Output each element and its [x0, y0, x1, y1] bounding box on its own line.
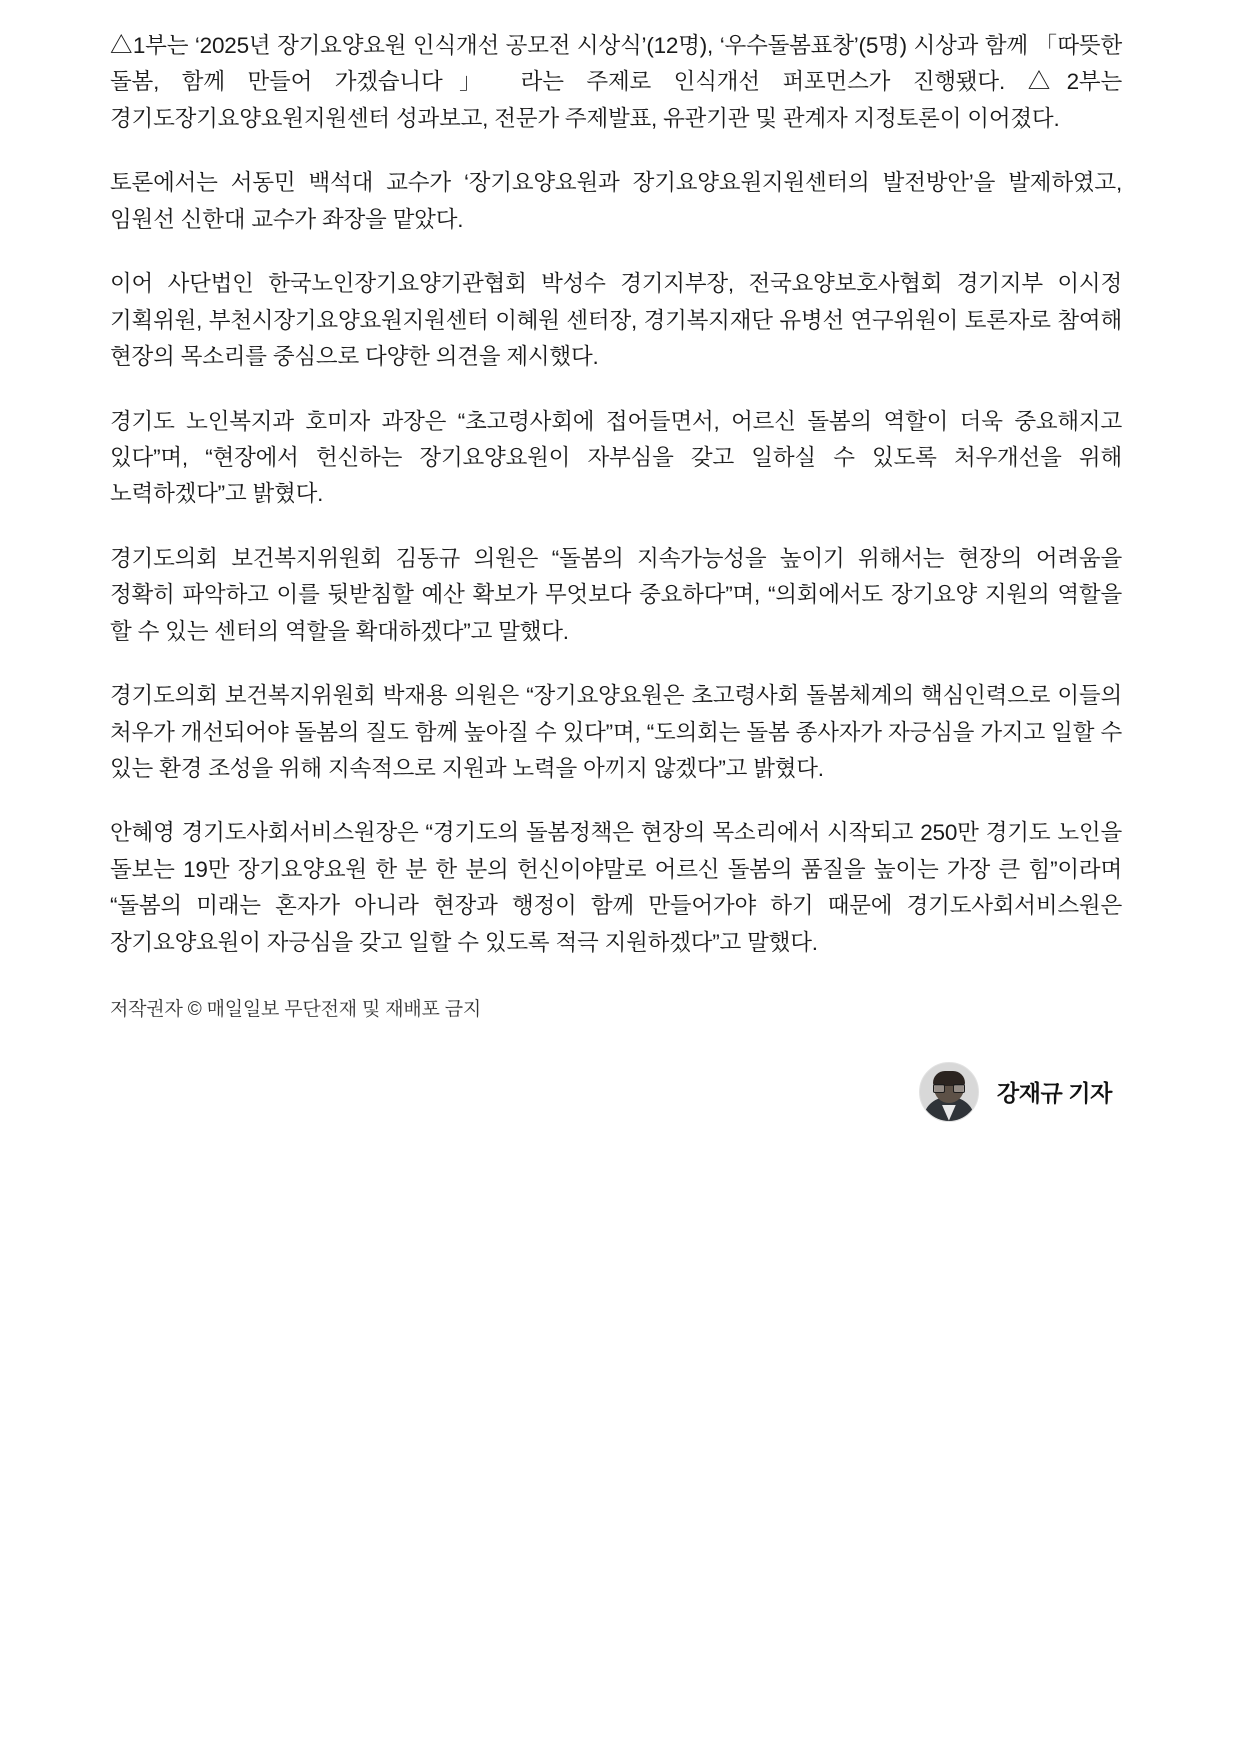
article-paragraph: 경기도 노인복지과 호미자 과장은 “초고령사회에 접어들면서, 어르신 돌봄의 역할이 더욱 중요해지고 있다”며, “현장에서 헌신하는 장기요양요원이 자부심을 갖고 일하실 수 있도록 처우개선을 위해 노력하겠다”고 밝혔다.	[110, 408, 1122, 507]
article-paragraph: 경기도의회 보건복지위원회 박재용 의원은 “장기요양요원은 초고령사회 돌봄체계의 핵심인력으로 이들의 처우가 개선되어야 돌봄의 질도 함께 높아질 수 있다”며, “도의회는 돌봄 종사자가 자긍심을 가지고 일할 수 있는 환경 조성을 위해 지속적으로 지원과 노력을 아끼지 않겠다”고 밝혔다.	[110, 683, 1122, 781]
reporter-name[interactable]: 강재규 기자	[996, 1080, 1112, 1107]
article-paragraph: 안혜영 경기도사회서비스원장은 “경기도의 돌봄정책은 현장의 목소리에서 시작되고 250만 경기도 노인을 돌보는 19만 장기요양요원 한 분 한 분의 헌신이야말로 어르신 돌봄의 품질을 높이는 가장 큰 힘”이라며 “돌봄의 미래는 혼자가 아니라 현장과 행정이 함께 만들어가야 하기 때문에 경기도사회서비스원은 장기요양요원이 자긍심을 갖고 일할 수 있도록 적극 지원하겠다”고 말했다.	[110, 820, 1122, 955]
reporter-photo-icon	[919, 1062, 979, 1122]
article-paragraph: 이어 사단법인 한국노인장기요양기관협회 박성수 경기지부장, 전국요양보호사협회 경기지부 이시정 기획위원, 부천시장기요양요원지원센터 이혜원 센터장, 경기복지재단 유병선 연구위원이 토론자로 참여해 현장의 목소리를 중심으로 다양한 의견을 제시했다.	[110, 271, 1122, 370]
avatar-glasses-shape	[933, 1084, 965, 1093]
article-paragraph: 경기도의회 보건복지위원회 김동규 의원은 “돌봄의 지속가능성을 높이기 위해서는 현장의 어려움을 정확히 파악하고 이를 뒷받침할 예산 확보가 무엇보다 중요하다”며, “의회에서도 장기요양 지원의 역할을 할 수 있는 센터의 역할을 확대하겠다”고 말했다.	[110, 545, 1122, 644]
article-paragraph: 토론에서는 서동민 백석대 교수가 ‘장기요양요원과 장기요양요원지원센터의 발전방안’을 발제하였고, 임원선 신한대 교수가 좌장을 맡았다.	[110, 170, 1122, 232]
article-paragraph: △1부는 ‘2025년 장기요양요원 인식개선 공모전 시상식’(12명), ‘우수돌봄표창’(5명) 시상과 함께 「따뜻한 돌봄, 함께 만들어 가겠습니다」 라는 주제로 인식개선 퍼포먼스가 진행됐다. △2부는 경기도장기요양요원지원센터 성과보고, 전문가 주제발표, 유관기관 및 관계자 지정토론이 이어졌다.	[110, 33, 1122, 131]
article-body	[110, 28, 1122, 1122]
copyright-notice: 저작권자 © 매일일보 무단전재 및 재배포 금지	[110, 999, 482, 1021]
byline	[110, 1062, 1122, 1122]
